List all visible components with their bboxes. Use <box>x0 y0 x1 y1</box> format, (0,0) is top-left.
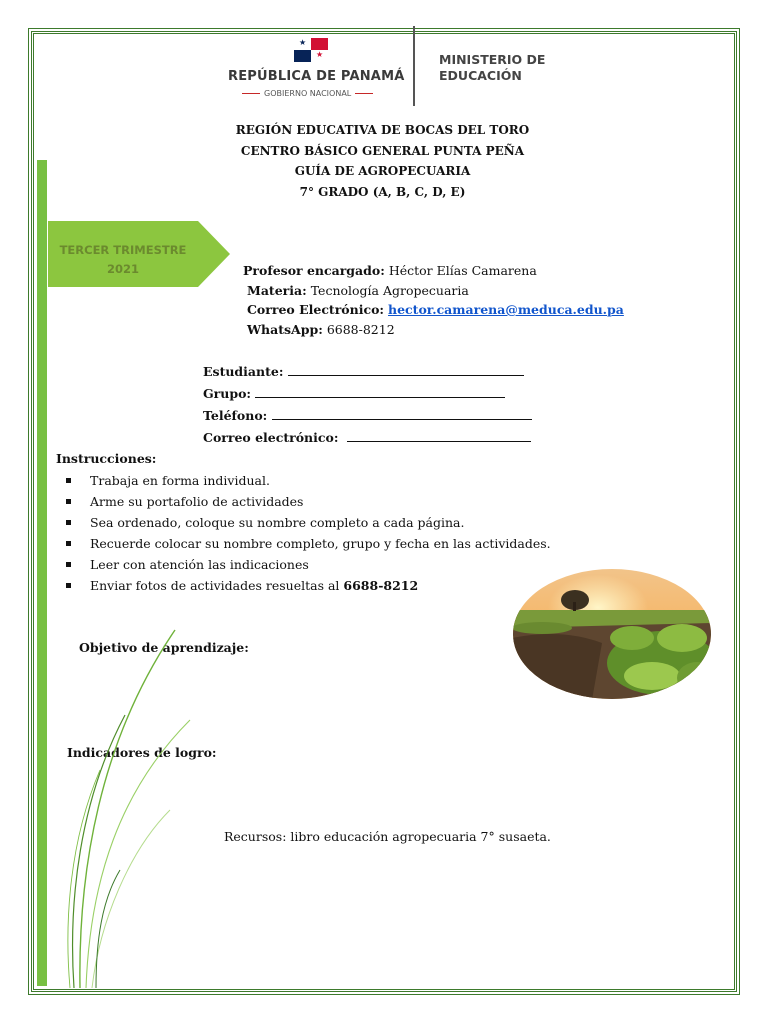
instructions-list <box>66 470 551 596</box>
bullet-icon <box>66 541 71 546</box>
resources-text: Recursos: libro educación agropecuaria 7° susaeta. <box>224 829 551 844</box>
group-blank[interactable] <box>255 386 505 398</box>
subject-label: Materia: <box>246 282 307 298</box>
phone-label: Teléfono: <box>203 408 268 423</box>
teacher-info <box>243 261 624 339</box>
instruction-text: Leer con atención las indicaciones <box>90 557 309 572</box>
government-name <box>238 89 377 98</box>
bullet-icon <box>66 499 71 504</box>
instructions-title: Instrucciones: <box>56 451 157 466</box>
ministry-line-1: MINISTERIO DE <box>439 52 546 67</box>
student-form <box>203 361 532 449</box>
indicators-label: Indicadores de logro: <box>67 745 217 760</box>
subject-row <box>243 281 624 301</box>
instruction-text: Trabaja en forma individual. <box>90 473 270 488</box>
subject-name: Tecnología Agropecuaria <box>310 282 469 298</box>
ministry-line-2: EDUCACIÓN <box>439 68 522 83</box>
bullet-icon <box>66 520 71 525</box>
farm-field-photo <box>512 568 712 700</box>
email-blank[interactable] <box>347 430 531 442</box>
email-label: Correo Electrónico: <box>246 302 385 317</box>
student-blank[interactable] <box>288 364 524 376</box>
email-form-label: Correo electrónico: <box>203 430 339 445</box>
government-label: GOBIERNO NACIONAL <box>264 89 352 98</box>
phone-blank[interactable] <box>272 408 532 420</box>
whatsapp-number: 6688-8212 <box>326 321 395 337</box>
email-form-row <box>203 427 532 449</box>
banner-text <box>48 241 198 279</box>
trimester-banner <box>48 221 230 287</box>
header-divider <box>413 26 415 106</box>
bullet-icon <box>66 478 71 483</box>
banner-line-1: TERCER TRIMESTRE <box>59 243 187 257</box>
instruction-text: Arme su portafolio de actividades <box>90 494 304 509</box>
title-line-2: CENTRO BÁSICO GENERAL PUNTA PEÑA <box>240 143 525 158</box>
list-item <box>66 470 551 491</box>
document-title <box>180 120 585 202</box>
bullet-icon <box>66 562 71 567</box>
phone-row <box>203 405 532 427</box>
banner-line-2: 2021 <box>106 262 139 276</box>
phone-bold: 6688-8212 <box>343 578 419 593</box>
teacher-row <box>243 261 624 281</box>
student-label: Estudiante: <box>203 364 284 379</box>
teacher-label: Profesor encargado: <box>243 263 385 278</box>
title-line-1: REGIÓN EDUCATIVA DE BOCAS DEL TORO <box>235 123 530 137</box>
instruction-text: Recuerde colocar su nombre completo, grupo y fecha en las actividades. <box>90 536 551 551</box>
list-item <box>66 491 551 512</box>
header-logo <box>228 34 558 114</box>
student-row <box>203 361 532 383</box>
grass-decoration <box>40 620 200 990</box>
email-row <box>243 300 624 320</box>
list-item <box>66 512 551 533</box>
list-item <box>66 533 551 554</box>
ministry-name <box>439 52 545 84</box>
group-row <box>203 383 532 405</box>
bullet-icon <box>66 583 71 588</box>
instruction-text: Enviar fotos de actividades resueltas al <box>90 578 340 593</box>
email-link[interactable]: hector.camarena@meduca.edu.pa <box>388 302 624 317</box>
title-line-3: GUÍA DE AGROPECUARIA <box>294 164 471 178</box>
teacher-name: Héctor Elías Camarena <box>388 263 537 278</box>
whatsapp-row <box>243 320 624 340</box>
instruction-text: Sea ordenado, coloque su nombre completo a cada página. <box>90 515 465 530</box>
list-item <box>66 554 551 575</box>
whatsapp-label: WhatsApp: <box>246 321 323 337</box>
panama-flag-icon: ★ ★ <box>294 38 328 62</box>
republic-name: REPÚBLICA DE PANAMÁ <box>228 69 405 84</box>
group-label: Grupo: <box>203 386 252 401</box>
title-line-4: 7° GRADO (A, B, C, D, E) <box>299 184 466 199</box>
objective-label: Objetivo de aprendizaje: <box>79 640 249 655</box>
list-item <box>66 575 551 596</box>
